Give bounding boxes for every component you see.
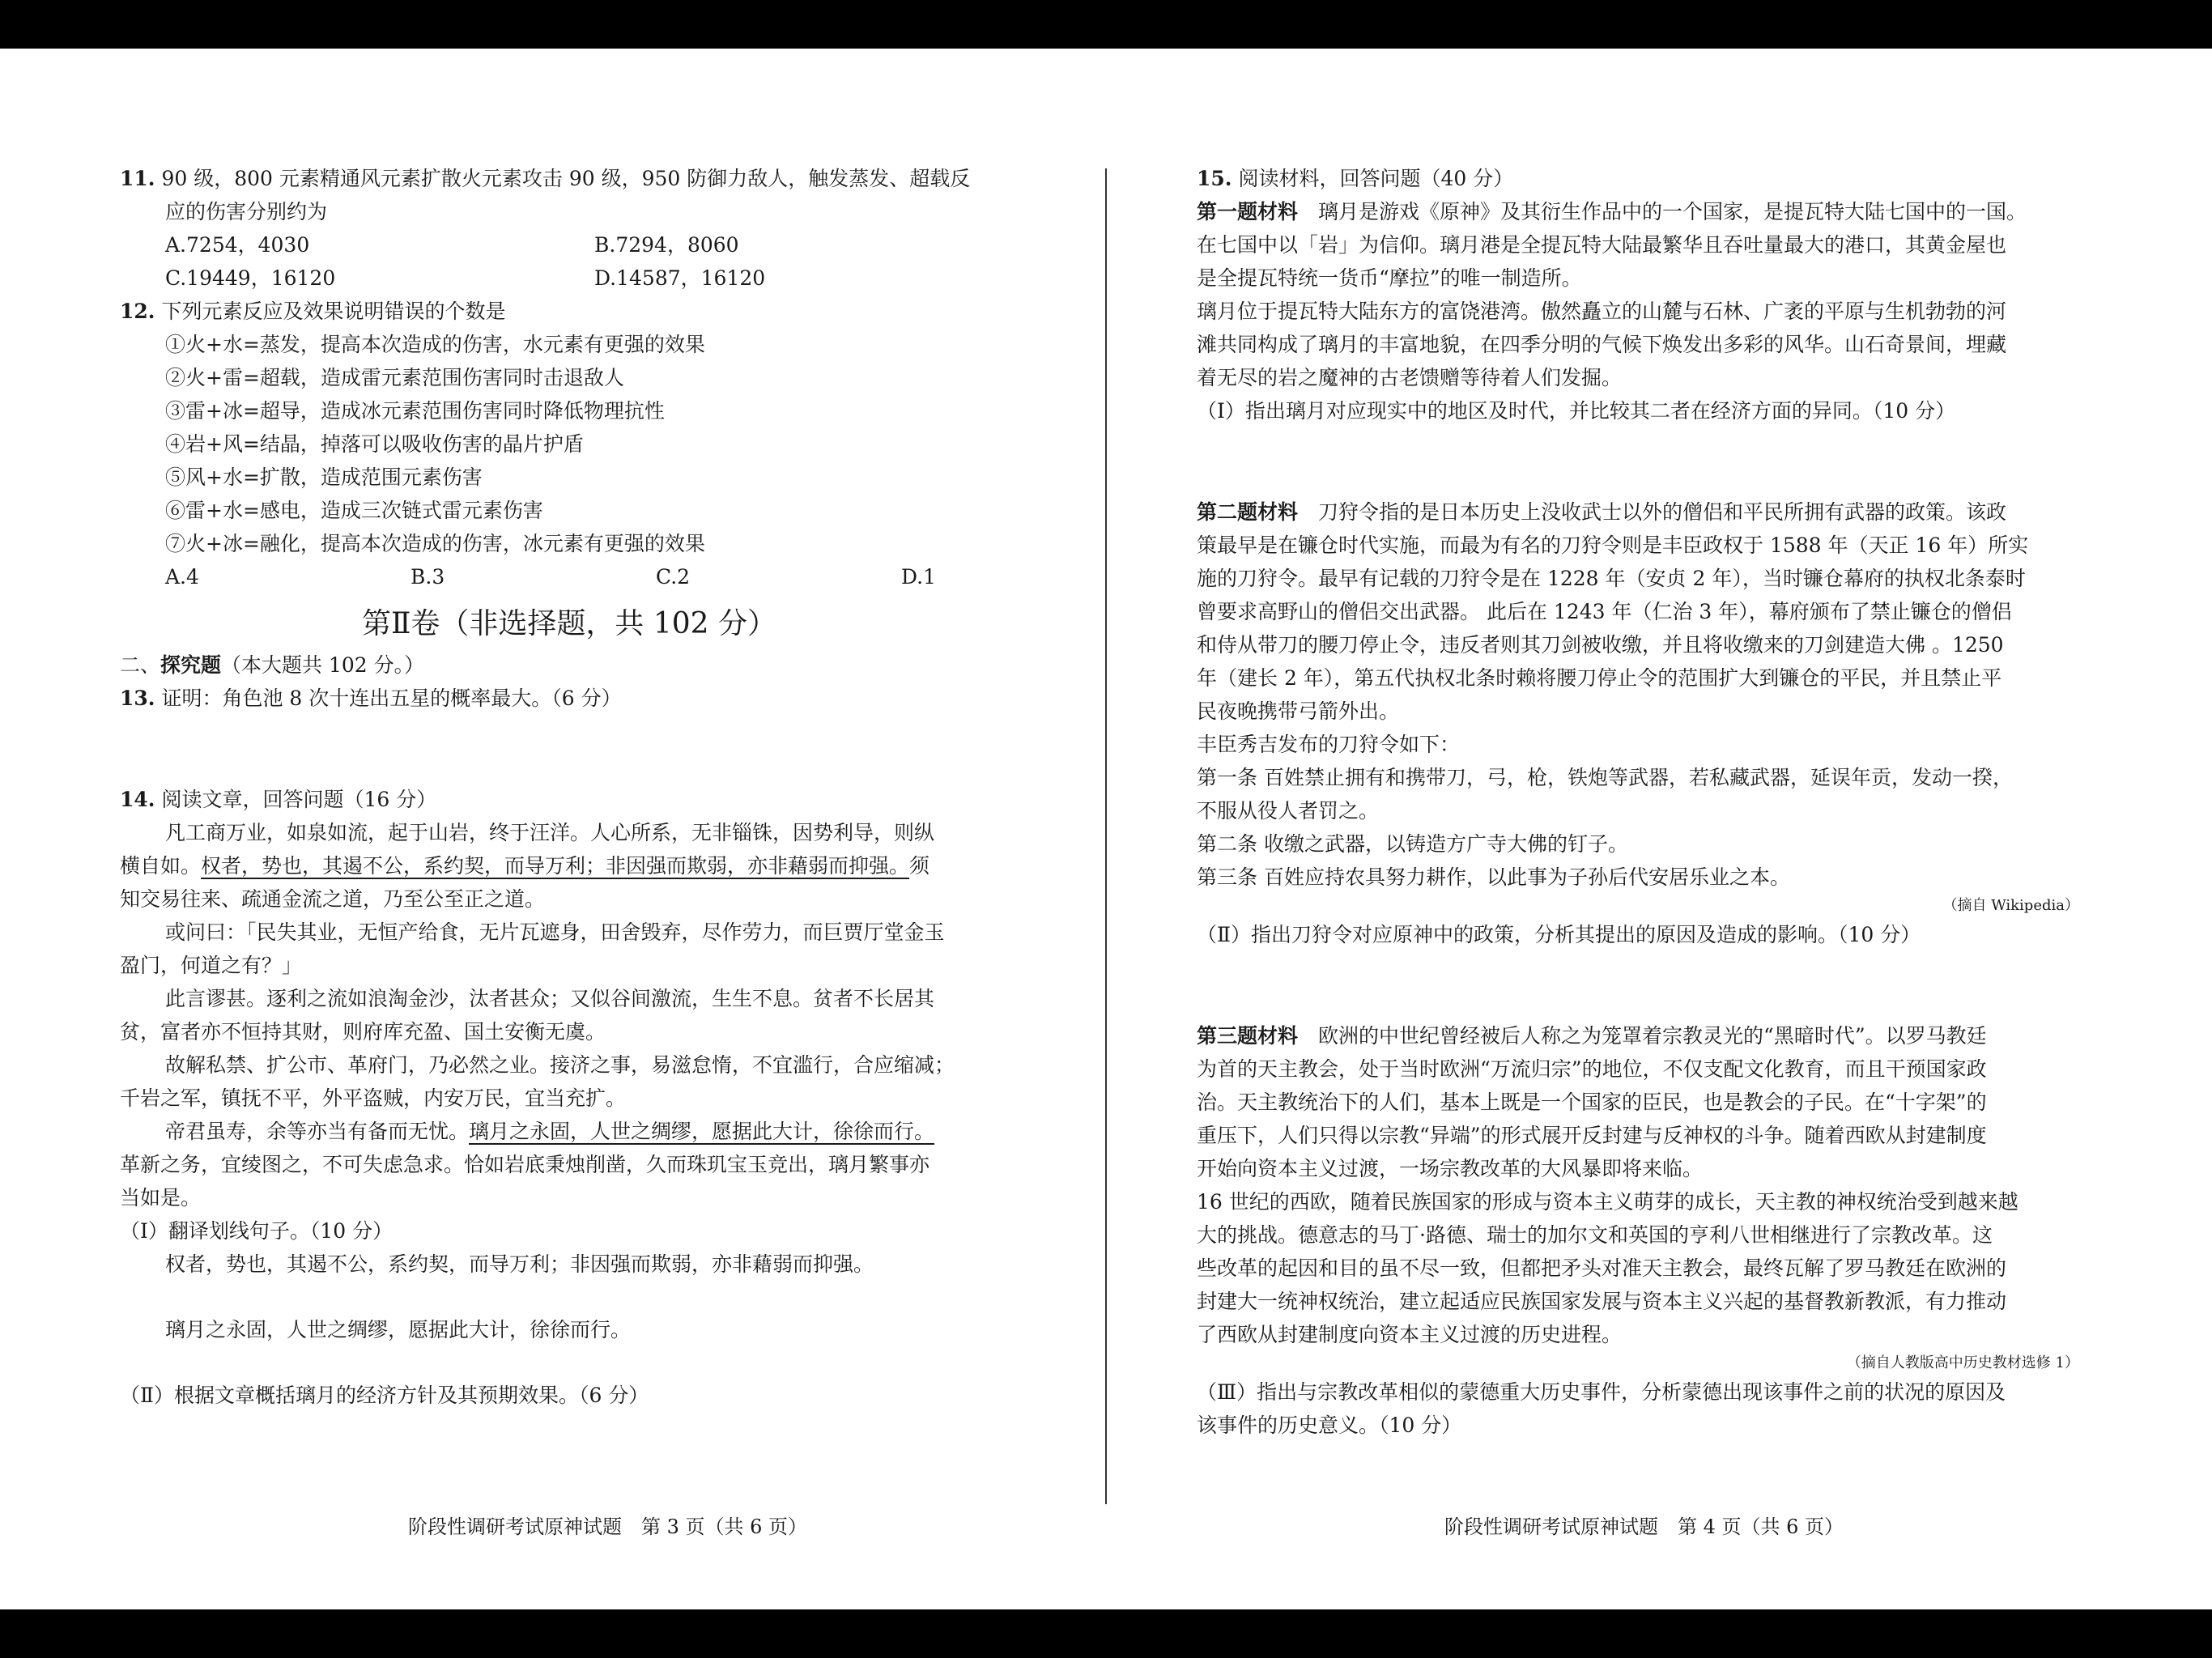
material-text: 刀狩令指的是日本历史上没收武士以外的僧侣和平民所拥有武器的政策。该政	[1318, 500, 2007, 524]
passage-line	[120, 1115, 1019, 1148]
passage-text: 帝君虽寿，余等亦当有备而无忧。	[165, 1120, 470, 1143]
question-text: 阅读材料，回答问题（40 分）	[1238, 167, 1514, 190]
material-2-line: 施的刀狩令。最早有记载的刀狩令是在 1228 年（安贞 2 年），当时镰仓幕府的执权北条泰时	[1197, 567, 2026, 590]
question-14-stem	[120, 783, 1019, 816]
question-12-item: ⑥雷+水=感电，造成三次链式雷元素伤害	[165, 499, 543, 522]
page-4-footer: 阶段性调研考试原神试题 第 4 页（共 6 页）	[1444, 1516, 1844, 1538]
option-d: D.1	[901, 565, 937, 589]
question-11-line-1	[120, 162, 1019, 195]
material-3-line: 治。天主教统治下的人们，基本上既是一个国家的臣民，也是教会的子民。在“十字架”的	[1197, 1090, 1987, 1114]
option-c: C.2	[656, 565, 691, 589]
answer-space	[120, 715, 1019, 783]
material-3-line: 16 世纪的西欧，随着民族国家的形成与资本主义萌芽的成长，天主教的神权统治受到越来越	[1197, 1190, 2018, 1214]
page-3	[120, 162, 1019, 1412]
material-3-line: 些改革的起因和目的虽不尽一致，但都把矛头对准天主教会，最终瓦解了罗马教廷在欧洲的	[1197, 1256, 2007, 1280]
question-13	[120, 682, 1019, 715]
question-11-line-2: 应的伤害分别约为	[165, 200, 328, 223]
passage-text: 横自如。	[120, 854, 202, 878]
option-c: C.19449，16120	[165, 266, 336, 290]
question-15-stem	[1197, 162, 2087, 195]
material-2-line: 和侍从带刀的腰刀停止令，违反者则其刀剑被收缴，并且将收缴来的刀剑建造大佛 。1250	[1197, 633, 2004, 657]
passage-line	[120, 849, 1019, 882]
question-11-options-row-1	[120, 228, 1019, 261]
question-text: 90 级，800 元素精通风元素扩散火元素攻击 90 级，950 防御力敌人，触发蒸发、超载反	[161, 167, 971, 190]
material-text: 璃月是游戏《原神》及其衍生作品中的一个国家，是提瓦特大陆七国中的一国。	[1318, 200, 2027, 223]
passage-line: 革新之务，宜绫图之，不可失虑急求。恰如岩底秉烛削凿，久而珠玑宝玉竞出，璃月繁事亦	[120, 1153, 930, 1176]
answer-space	[120, 1281, 1019, 1313]
part-2-heading	[120, 648, 1019, 682]
page-4	[1197, 162, 2087, 1442]
material-2-line: 第三条 百姓应持农具努力耕作，以此事为子孙后代安居乐业之本。	[1197, 865, 1790, 889]
part-title: 探究题	[160, 653, 222, 677]
material-3-source: （摘自人教版高中历史教材选修 1）	[1846, 1354, 2079, 1371]
material-2-line: 曾要求高野山的僧侣交出武器。 此后在 1243 年（仁治 3 年），幕府颁布了禁止镰仓的僧侣	[1197, 600, 2012, 623]
material-2-line: 第一条 百姓禁止拥有和携带刀，弓，枪，铁炮等武器，若私藏武器，延误年贡，发动一揆，	[1197, 766, 2013, 789]
sub-question-2: （Ⅱ）根据文章概括璃月的经济方针及其预期效果。（6 分）	[120, 1384, 649, 1407]
answer-space	[1197, 951, 2087, 1019]
question-12-item: ⑦火+冰=融化，提高本次造成的伤害，冰元素有更强的效果	[165, 532, 705, 555]
bottom-black-band	[0, 1609, 2212, 1658]
sub-question-1: （Ⅰ）翻译划线句子。（10 分）	[120, 1219, 393, 1243]
material-2-line: 丰臣秀吉发布的刀狩令如下：	[1197, 733, 1461, 756]
material-3-line: 了西欧从封建制度向资本主义过渡的历史进程。	[1197, 1323, 1623, 1346]
question-text: 下列元素反应及效果说明错误的个数是	[161, 300, 506, 323]
material-2-line: 年（建长 2 年），第五代执权北条时赖将腰刀停止令的范围扩大到镰仓的平民，并且禁止平	[1197, 666, 2002, 690]
passage-line: 贫，富者亦不恒持其财，则府库充盈、国土安衡无虞。	[120, 1020, 606, 1044]
material-3-line: 重压下，人们只得以宗教“异端”的形式展开反封建与反神权的斗争。随着西欧从封建制度	[1197, 1124, 1987, 1147]
option-a: A.4	[165, 565, 199, 589]
passage-line: 当如是。	[120, 1186, 202, 1209]
material-2-line: 策最早是在镰仓时代实施，而最为有名的刀狩令则是丰臣政权于 1588 年（天正 16 年）所实	[1197, 534, 2029, 557]
sentence-to-translate-1: 权者，势也，其遏不公，系约契，而导万利；非因强而欺弱，亦非藉弱而抑强。	[165, 1252, 874, 1276]
material-3-line: 开始向资本主义过渡，一场宗教改革的大风暴即将来临。	[1197, 1157, 1704, 1180]
material-1-line: 在七国中以「岩」为信仰。璃月港是全提瓦特大陆最繁华且吞吐量最大的港口，其黄金屋也	[1197, 233, 2007, 257]
question-12-item: ①火+水=蒸发，提高本次造成的伤害，水元素有更强的效果	[165, 333, 705, 356]
question-11-options-row-2	[120, 261, 1019, 295]
option-a: A.7254，4030	[165, 233, 310, 257]
question-12-options	[120, 560, 1019, 593]
question-text: 阅读文章，回答问题（16 分）	[161, 788, 437, 811]
material-2-line: 不服从役人者罚之。	[1197, 799, 1380, 823]
question-number: 13.	[120, 687, 155, 710]
material-1-line	[1197, 195, 2087, 228]
question-12-item: ④岩+风=结晶，掉落可以吸收伤害的晶片护盾	[165, 432, 584, 456]
option-b: B.7294，8060	[594, 233, 739, 257]
question-12-item: ⑤风+水=扩散，造成范围元素伤害	[165, 466, 483, 489]
question-12-item: ③雷+冰=超导，造成冰元素范围伤害同时降低物理抗性	[165, 399, 665, 423]
passage-line: 故解私禁、扩公市、革府门，乃必然之业。接济之事，易滋怠惰，不宜滥行，合应缩减；	[165, 1053, 955, 1077]
material-text: 欧洲的中世纪曾经被后人称之为笼罩着宗教灵光的“黑暗时代”。以罗马教廷	[1318, 1024, 1987, 1048]
question-number: 15.	[1197, 167, 1232, 190]
passage-line: 千岩之军，镇抚不平，外平盗贼，内安万民，宜当充扩。	[120, 1086, 627, 1110]
material-3-line: 为首的天主教会，处于当时欧洲“万流归宗”的地位，不仅支配文化教育，而且干预国家政	[1197, 1057, 1987, 1081]
option-d: D.14587，16120	[594, 266, 766, 290]
answer-space	[120, 1346, 1019, 1379]
top-black-band	[0, 0, 2212, 49]
material-2-label: 第二题材料	[1197, 500, 1299, 524]
material-3-label: 第三题材料	[1197, 1024, 1299, 1048]
material-2-line: 第二条 收缴之武器，以铸造方广寺大佛的钉子。	[1197, 832, 1628, 856]
page-3-footer: 阶段性调研考试原神试题 第 3 页（共 6 页）	[408, 1516, 808, 1538]
material-3-question-line-1: （Ⅲ）指出与宗教改革相似的蒙德重大历史事件，分析蒙德出现该事件之前的状况的原因及	[1197, 1380, 2006, 1404]
material-2-line	[1197, 495, 2087, 529]
material-1-line: 是全提瓦特统一货币“摩拉”的唯一制造所。	[1197, 266, 1582, 290]
question-12-stem	[120, 295, 1019, 328]
material-1-line: 着无尽的岩之魔神的古老馈赠等待着人们发掘。	[1197, 366, 1623, 389]
question-number: 11.	[120, 167, 155, 190]
question-number: 14.	[120, 788, 155, 811]
material-2-line: 民夜晚携带弓箭外出。	[1197, 699, 1400, 723]
material-2-question: （Ⅱ）指出刀狩令对应原神中的政策，分析其提出的原因及造成的影响。（10 分）	[1197, 923, 1921, 946]
passage-text: 须	[909, 854, 930, 878]
passage-line: 凡工商万业，如泉如流，起于山岩，终于汪洋。人心所系，无非锱铢，因势利导，则纵	[165, 821, 935, 844]
passage-line: 知交易往来、疏通金流之道，乃至公至正之道。	[120, 887, 546, 911]
part-prefix: 二、	[120, 653, 161, 677]
question-number: 12.	[120, 300, 155, 323]
question-text: 证明：角色池 8 次十连出五星的概率最大。（6 分）	[161, 687, 622, 710]
material-1-line: 璃月位于提瓦特大陆东方的富饶港湾。傲然矗立的山麓与石林、广袤的平原与生机勃勃的河	[1197, 300, 2007, 323]
option-b: B.3	[410, 565, 445, 589]
underlined-sentence-1: 权者，势也，其遏不公，系约契，而导万利；非因强而欺弱，亦非藉弱而抑强。	[201, 854, 910, 878]
sentence-to-translate-2: 璃月之永固，人世之绸缪，愿据此大计，徐徐而行。	[165, 1318, 632, 1341]
material-3-line: 大的挑战。德意志的马丁·路德、瑞士的加尔文和英国的亨利八世相继进行了宗教改革。这	[1197, 1223, 1993, 1247]
material-3-line	[1197, 1019, 2087, 1052]
passage-line: 或问曰：「民失其业，无恒产给食，无片瓦遮身，田舍毁弃，尽作劳力，而巨贾厅堂金玉	[165, 920, 945, 944]
question-12-item: ②火+雷=超载，造成雷元素范围伤害同时击退敌人	[165, 366, 624, 389]
underlined-sentence-2: 璃月之永固，人世之绸缪，愿据此大计，徐徐而行。	[469, 1120, 935, 1143]
passage-line: 盈门，何道之有？」	[120, 954, 303, 977]
material-2-source: （摘自 Wikipedia）	[1942, 897, 2079, 914]
material-1-label: 第一题材料	[1197, 200, 1299, 223]
material-1-question: （Ⅰ）指出璃月对应现实中的地区及时代，并比较其二者在经济方面的异同。（10 分）	[1197, 399, 1956, 423]
material-1-line: 滩共同构成了璃月的丰富地貌，在四季分明的气候下焕发出多彩的风华。山石奇景间，埋藏	[1197, 333, 2007, 356]
column-divider	[1105, 168, 1107, 1504]
passage-line: 此言谬甚。逐利之流如浪淘金沙，汰者甚众；又似谷间激流，生生不息。贫者不长居其	[165, 987, 935, 1010]
material-3-question-line-2: 该事件的历史意义。（10 分）	[1197, 1414, 1462, 1437]
material-3-line: 封建大一统神权统治，建立起适应民族国家发展与资本主义兴起的基督教新教派，有力推动	[1197, 1290, 2007, 1313]
answer-space	[1197, 427, 2087, 495]
part-note: （本大题共 102 分。）	[221, 653, 425, 677]
section-title: 第Ⅱ卷（非选择题，共 102 分）	[361, 607, 777, 640]
